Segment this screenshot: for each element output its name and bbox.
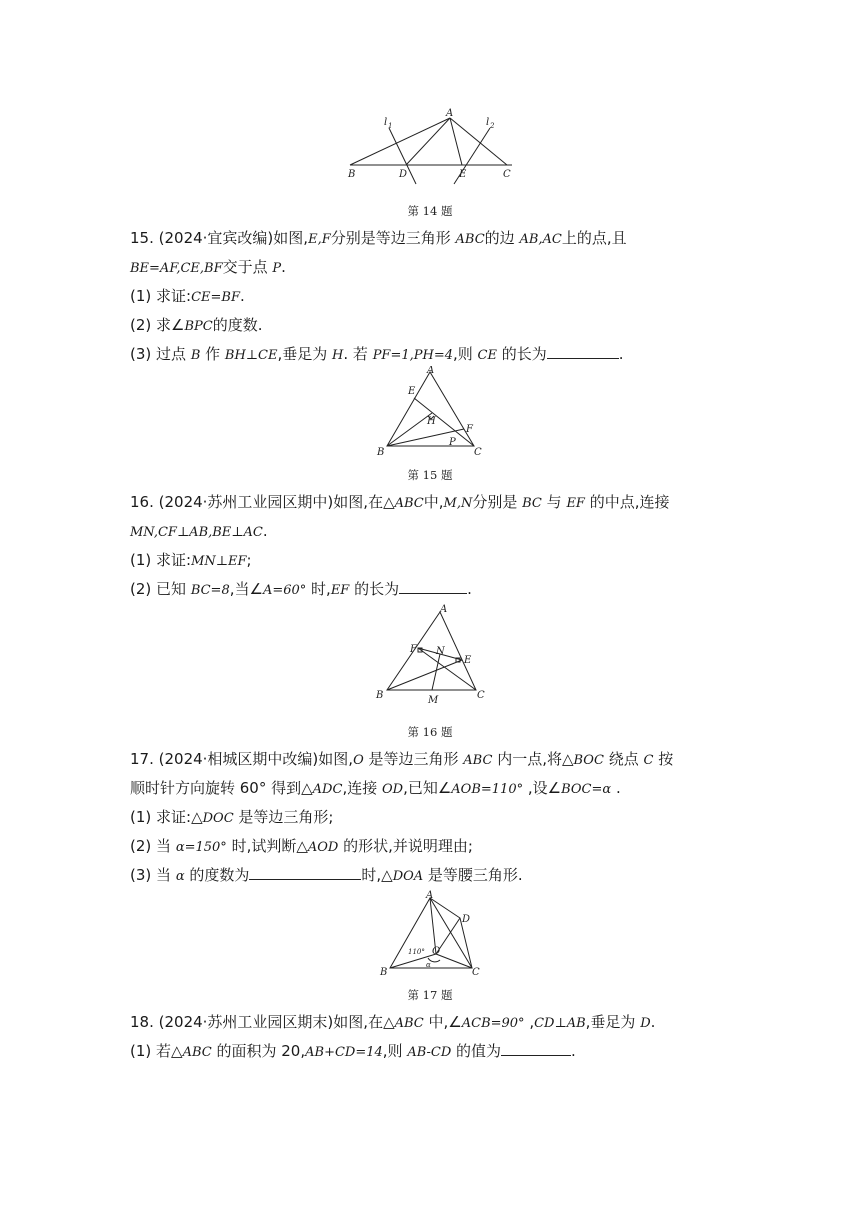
q17-number: 17. [130,750,154,768]
q15-part2: (2) 求∠BPC的度数. [130,316,263,334]
fig14-label-a: A [446,108,454,119]
fig17-label-d: D [462,914,471,925]
q16-line2: MN,CF⊥AB,BE⊥AC. [130,522,268,540]
q17-line2: 顺时针方向旋转 60° 得到△ADC,连接 OD,已知∠AOB=110° ,设∠BOC=α . [130,779,621,797]
fig16-label-c: C [477,690,485,701]
fig17-label-a: A [426,890,434,901]
fig14-label-l1: l [384,117,388,128]
q15-source: (2024·宜宾改编) [158,229,274,247]
q18-answer-blank[interactable] [501,1041,571,1056]
figure-17 [370,888,490,982]
q17-part2: (2) 当 α=150° 时,试判断△AOD 的形状,并说明理由; [130,837,473,855]
q17-line1: 17. (2024·相城区期中改编)如图,O 是等边三角形 ABC 内一点,将△BOC 绕点 C 按 [130,750,674,768]
q16-line1: 16. (2024·苏州工业园区期中)如图,在△ABC中,M,N分别是 BC 与 EF 的中点,连接 [130,493,670,511]
fig14-label-e: E [459,169,467,180]
q17-part1: (1) 求证:△DOC 是等边三角形; [130,808,334,826]
q15-part3: (3) 过点 B 作 BH⊥CE,垂足为 H. 若 PF=1,PH=4,则 CE 的长为 . [130,345,624,363]
q17-source: (2024·相城区期中改编) [158,750,319,768]
q16-number: 16. [130,493,154,511]
fig16-caption: 第 16 题 [407,725,453,739]
fig15-caption: 第 15 题 [407,468,453,482]
q17-part3: (3) 当 α 的度数为 时,△DOA 是等腰三角形. [130,866,523,884]
fig16-label-f: F [410,644,417,655]
q18-line1: 18. (2024·苏州工业园区期末)如图,在△ABC 中,∠ACB=90° ,CD⊥AB,垂足为 D. [130,1013,656,1031]
q16-part1: (1) 求证:MN⊥EF; [130,551,252,569]
fig17-caption: 第 17 题 [407,988,453,1002]
fig16-label-e: E [464,655,472,666]
q15-line1: 15. (2024·宜宾改编)如图,E,F分别是等边三角形 ABC的边 AB,AC上的点,且 [130,229,627,247]
fig14-label-b: B [348,169,356,180]
q15-part1: (1) 求证:CE=BF. [130,287,245,305]
fig15-label-f: F [466,424,473,435]
fig15-label-a: A [427,366,435,376]
fig15-label-c: C [474,447,482,458]
fig15-label-h: H [427,416,436,427]
fig15-label-p: P [449,437,456,448]
fig14-caption: 第 14 题 [407,204,453,218]
fig16-label-a: A [440,604,448,615]
q16-part2: (2) 已知 BC=8,当∠A=60° 时,EF 的长为 . [130,580,472,598]
fig14-label-c: C [503,169,511,180]
fig17-label-o: O [432,946,441,957]
fig14-label-d: D [399,169,408,180]
q16-source: (2024·苏州工业园区期中) [158,493,334,511]
q17-answer-blank[interactable] [249,865,361,880]
fig16-label-b: B [376,690,384,701]
q16-answer-blank[interactable] [399,579,467,594]
fig14-label-l1-sub: 1 [388,122,393,130]
fig16-label-n: N [436,646,445,657]
fig14-label-l2-sub: 2 [490,122,495,130]
figure-15 [370,366,490,460]
q15-answer-blank[interactable] [547,344,619,359]
q15-number: 15. [130,229,154,247]
fig16-label-m: M [428,695,439,706]
fig14-label-l2: l [486,117,490,128]
q18-number: 18. [130,1013,154,1031]
figure-16 [370,602,490,708]
fig17-label-angle: 110° [408,948,425,956]
fig17-label-c: C [472,967,480,978]
fig17-label-b: B [380,967,388,978]
figure-14 [340,108,520,188]
q18-part1: (1) 若△ABC 的面积为 20,AB+CD=14,则 AB-CD 的值为 . [130,1042,576,1060]
fig17-label-alpha: α [426,961,431,969]
q18-source: (2024·苏州工业园区期末) [158,1013,334,1031]
fig15-label-e: E [408,386,416,397]
fig15-label-b: B [377,447,385,458]
q15-line2: BE=AF,CE,BF交于点 P. [130,258,286,276]
